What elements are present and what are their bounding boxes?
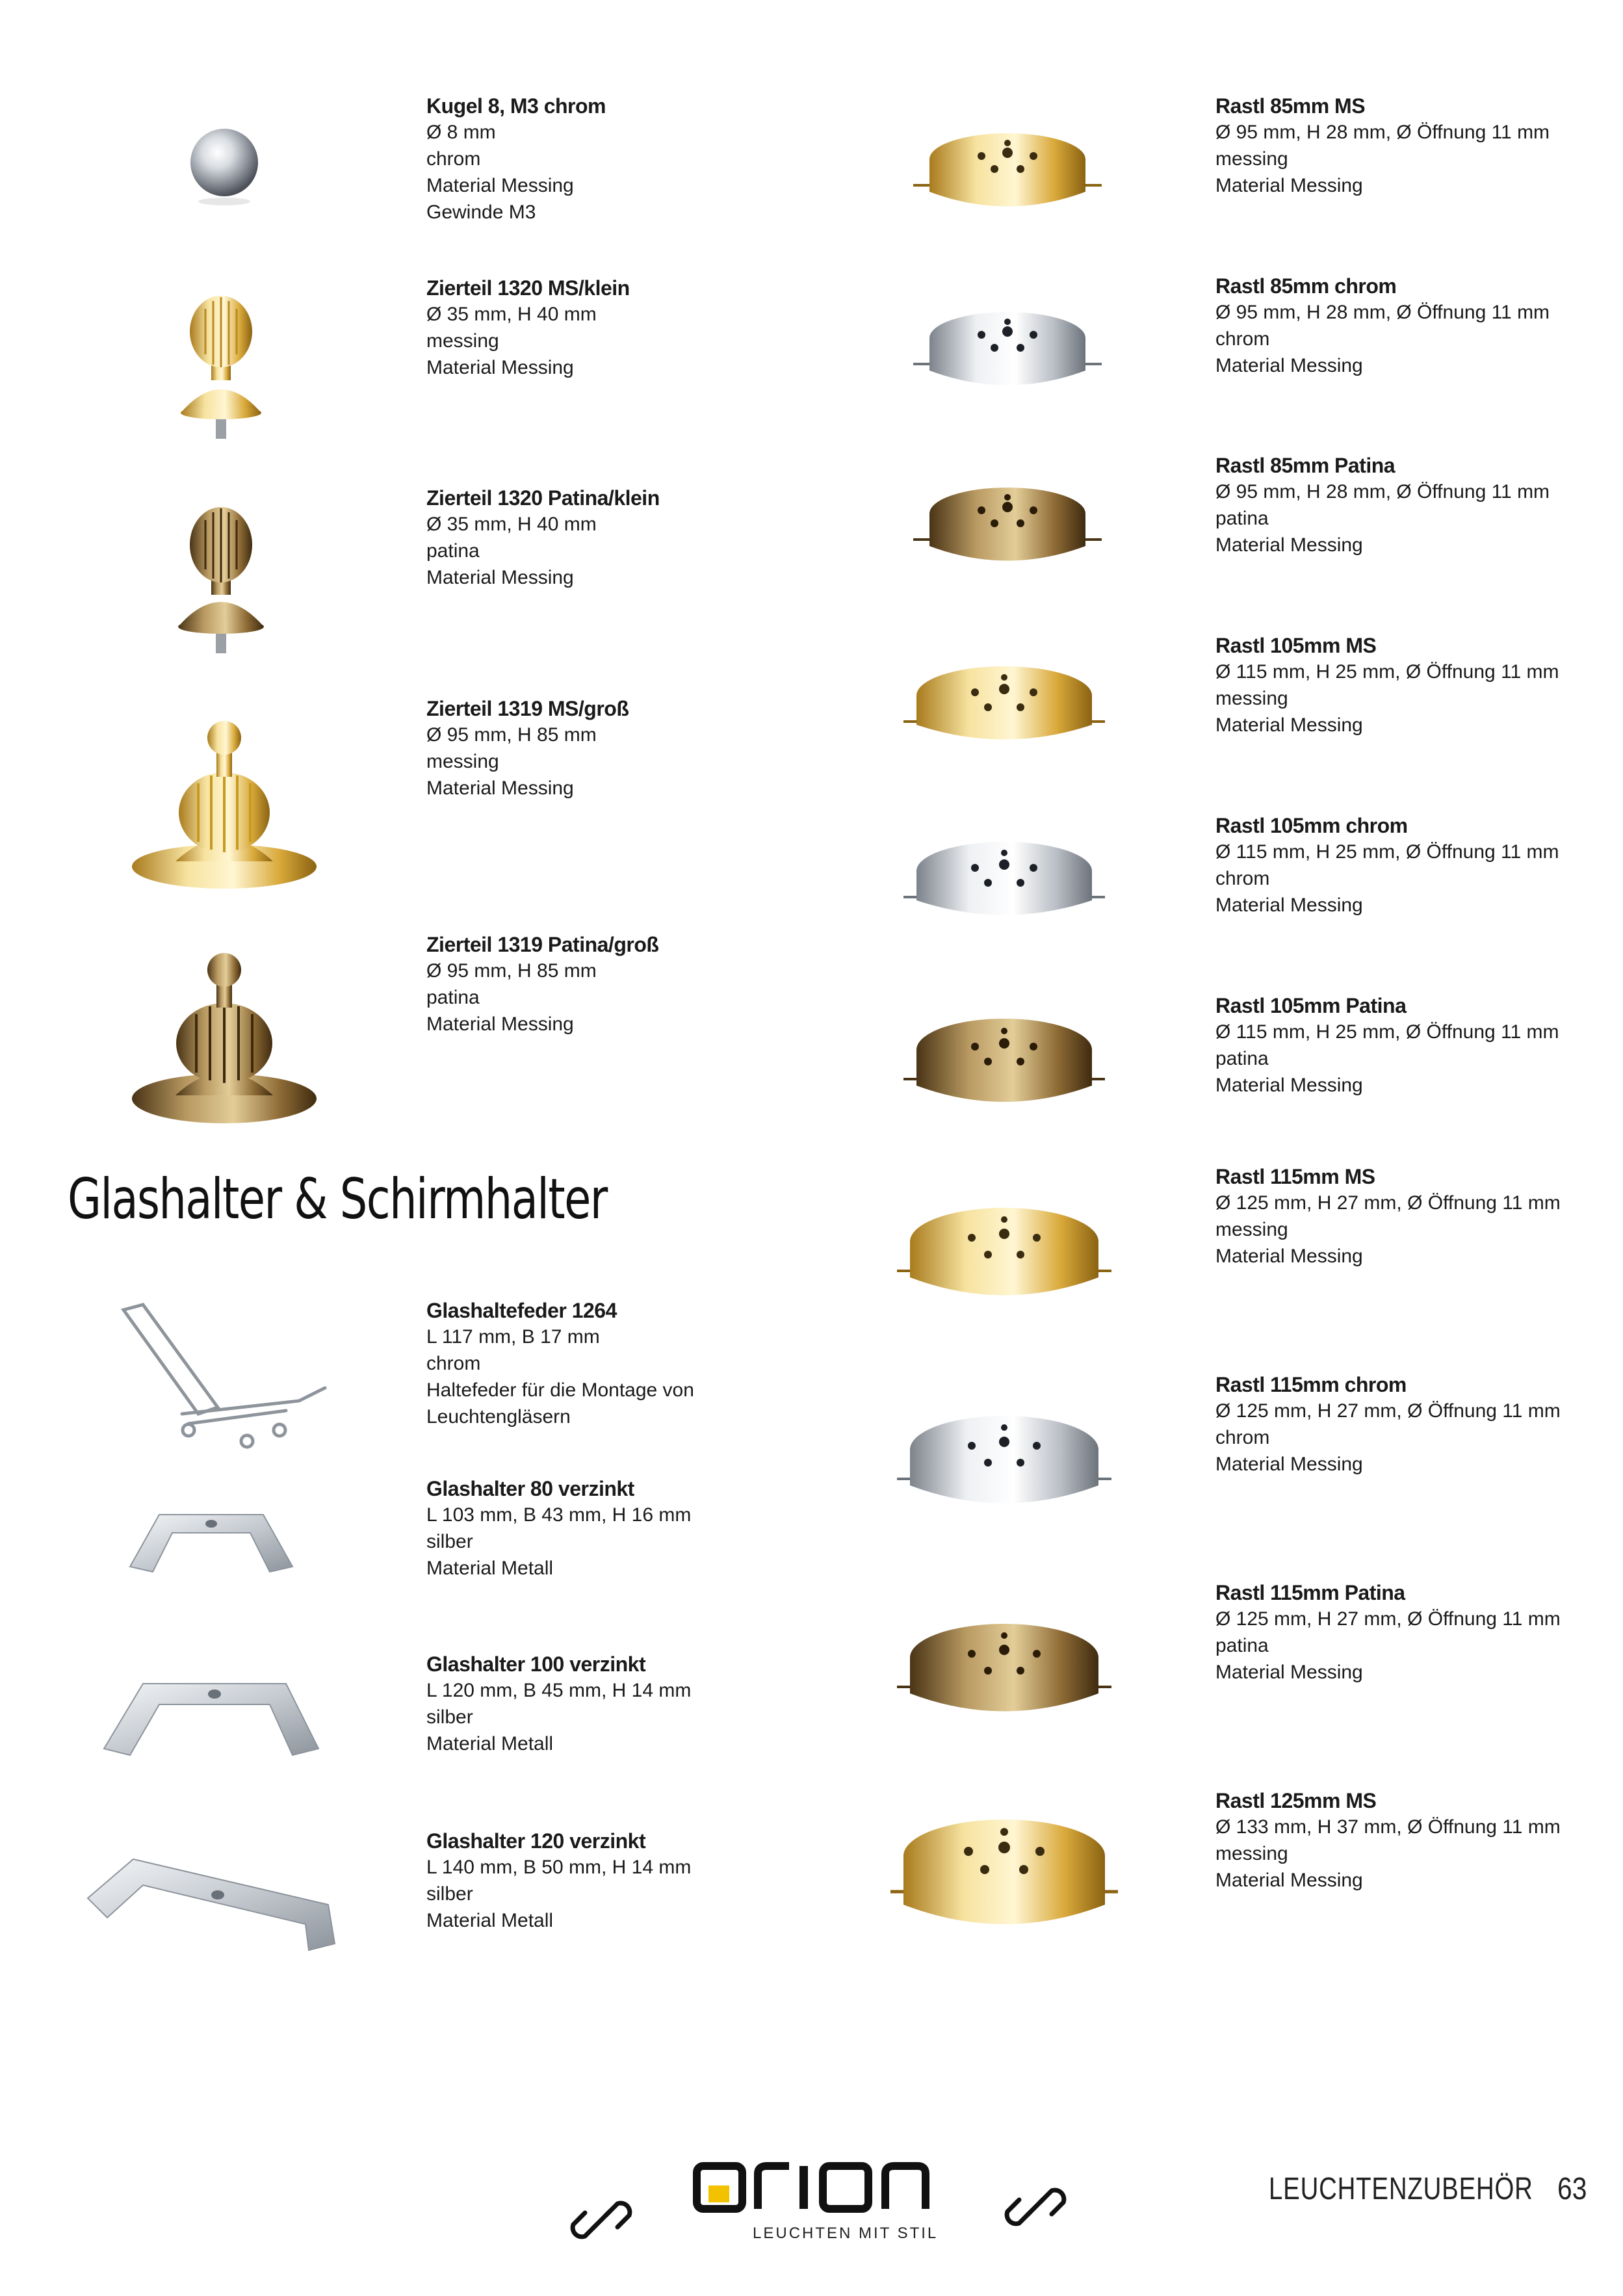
- product-material: Material Messing: [1215, 534, 1363, 556]
- product-spec: Ø 35 mm, H 40 mm: [426, 514, 597, 535]
- product-name: Kugel 8, M3 chrom: [426, 94, 606, 118]
- product-spec: Ø 115 mm, H 25 mm, Ø Öffnung 11 mm: [1215, 841, 1559, 863]
- product-thread: Gewinde M3: [426, 202, 536, 223]
- product-rastl-85mm-chrom: [1215, 273, 1550, 379]
- product-spec: Ø 115 mm, H 25 mm, Ø Öffnung 11 mm: [1215, 661, 1559, 683]
- product-finish: messing: [1215, 1219, 1288, 1240]
- product-material: Material Metall: [426, 1733, 554, 1755]
- product-spec: L 117 mm, B 17 mm: [426, 1326, 600, 1348]
- product-image-rastl-105-patina: [900, 1001, 1108, 1131]
- page-number: 63: [1557, 2172, 1587, 2206]
- product-rastl-115mm-patina: [1215, 1580, 1561, 1686]
- product-glashaltefeder-1264: [426, 1298, 694, 1430]
- product-spec: Ø 8 mm: [426, 122, 496, 143]
- product-material: Material Messing: [1215, 355, 1363, 376]
- product-zierteil-1320-patina-klein: [426, 485, 660, 591]
- product-rastl-115mm-chrom: [1215, 1372, 1561, 1478]
- product-zierteil-1319-patina-gross: [426, 932, 658, 1037]
- product-description-cont: Leuchtengläsern: [426, 1406, 571, 1428]
- product-finish: silber: [426, 1706, 473, 1728]
- product-name: Rastl 85mm Patina: [1215, 454, 1396, 477]
- product-image-zierteil-1319-patina: [123, 936, 325, 1131]
- product-image-rastl-105-chrom: [900, 826, 1108, 943]
- product-finish: chrom: [1215, 328, 1270, 350]
- product-finish: patina: [1215, 508, 1269, 529]
- product-name: Glashalter 120 verzinkt: [426, 1829, 646, 1853]
- product-image-zierteil-1319-ms: [123, 699, 325, 894]
- product-image-rastl-85-patina: [910, 468, 1105, 585]
- product-image-rastl-85-chrom: [910, 293, 1105, 410]
- product-image-zierteil-1320-ms: [156, 270, 286, 445]
- product-spec: Ø 35 mm, H 40 mm: [426, 304, 597, 325]
- product-rastl-105mm-patina: [1215, 993, 1559, 1099]
- product-description: Haltefeder für die Montage von: [426, 1379, 694, 1401]
- product-spec: Ø 115 mm, H 25 mm, Ø Öffnung 11 mm: [1215, 1021, 1559, 1043]
- product-material: Material Messing: [426, 567, 574, 588]
- product-image-rastl-125-ms: [887, 1801, 1121, 1957]
- product-finish: messing: [426, 330, 499, 352]
- product-spec: Ø 95 mm, H 85 mm: [426, 724, 597, 746]
- product-finish: chrom: [426, 148, 481, 170]
- product-image-glashalter-120: [81, 1846, 341, 1963]
- product-material: Material Messing: [1215, 1075, 1363, 1096]
- product-material: Material Messing: [426, 1013, 574, 1035]
- product-spec: Ø 125 mm, H 27 mm, Ø Öffnung 11 mm: [1215, 1192, 1561, 1214]
- product-spec: Ø 95 mm, H 28 mm, Ø Öffnung 11 mm: [1215, 302, 1550, 323]
- product-spec: L 120 mm, B 45 mm, H 14 mm: [426, 1680, 692, 1701]
- product-rastl-125mm-ms: [1215, 1788, 1561, 1894]
- product-name: Zierteil 1319 MS/groß: [426, 697, 629, 720]
- product-glashalter-120-verzinkt: [426, 1828, 691, 1934]
- product-image-glashaltefeder: [104, 1297, 338, 1459]
- product-finish: patina: [426, 540, 480, 562]
- product-material: Material Metall: [426, 1558, 554, 1579]
- product-spec: Ø 95 mm, H 28 mm, Ø Öffnung 11 mm: [1215, 481, 1550, 502]
- product-name: Glashaltefeder 1264: [426, 1299, 617, 1322]
- product-spec: L 103 mm, B 43 mm, H 16 mm: [426, 1504, 692, 1526]
- product-material: Material Messing: [1215, 1246, 1363, 1267]
- product-finish: patina: [1215, 1635, 1269, 1656]
- product-image-rastl-85-ms: [910, 114, 1105, 231]
- product-finish: patina: [426, 987, 480, 1008]
- product-rastl-85mm-patina: [1215, 452, 1550, 558]
- product-name: Zierteil 1319 Patina/groß: [426, 933, 659, 956]
- product-material: Material Messing: [426, 175, 574, 196]
- product-name: Rastl 105mm MS: [1215, 634, 1377, 657]
- product-material: Material Messing: [1215, 714, 1363, 736]
- product-name: Rastl 105mm chrom: [1215, 814, 1408, 837]
- product-image-rastl-115-ms: [894, 1190, 1115, 1326]
- product-material: Material Messing: [426, 777, 574, 799]
- chain-link-icon: [565, 2184, 637, 2256]
- product-rastl-85mm-ms: [1215, 93, 1550, 199]
- footer-category: LEUCHTENZUBEHÖR: [1269, 2172, 1533, 2206]
- product-image-rastl-115-chrom: [894, 1398, 1115, 1534]
- product-name: Glashalter 80 verzinkt: [426, 1477, 634, 1500]
- product-name: Rastl 125mm MS: [1215, 1789, 1377, 1812]
- product-kugel-8-m3-chrom: [426, 93, 606, 226]
- product-name: Glashalter 100 verzinkt: [426, 1652, 646, 1676]
- product-finish: chrom: [426, 1353, 481, 1374]
- product-name: Zierteil 1320 MS/klein: [426, 276, 630, 300]
- product-finish: messing: [426, 751, 499, 772]
- brand-tagline: LEUCHTEN MIT STIL: [753, 2224, 939, 2242]
- product-image-kugel-chrom: [175, 112, 273, 209]
- product-spec: Ø 125 mm, H 27 mm, Ø Öffnung 11 mm: [1215, 1608, 1561, 1630]
- product-spec: L 140 mm, B 50 mm, H 14 mm: [426, 1857, 692, 1878]
- product-material: Material Messing: [1215, 1662, 1363, 1683]
- product-material: Material Messing: [1215, 175, 1363, 196]
- product-finish: messing: [1215, 688, 1288, 709]
- product-zierteil-1319-ms-gross: [426, 696, 629, 802]
- product-image-glashalter-100: [97, 1664, 325, 1775]
- product-rastl-105mm-ms: [1215, 633, 1559, 738]
- product-glashalter-80-verzinkt: [426, 1476, 691, 1582]
- product-image-rastl-105-ms: [900, 650, 1108, 767]
- product-finish: silber: [426, 1531, 473, 1552]
- product-finish: messing: [1215, 148, 1288, 170]
- chain-link-icon: [1000, 2171, 1071, 2243]
- product-spec: Ø 95 mm, H 28 mm, Ø Öffnung 11 mm: [1215, 122, 1550, 143]
- product-glashalter-100-verzinkt: [426, 1651, 691, 1757]
- product-name: Rastl 115mm Patina: [1215, 1581, 1405, 1604]
- product-material: Material Messing: [1215, 1870, 1363, 1891]
- product-spec: Ø 125 mm, H 27 mm, Ø Öffnung 11 mm: [1215, 1400, 1561, 1422]
- product-material: Material Messing: [1215, 894, 1363, 916]
- orion-logo: [692, 2152, 939, 2249]
- product-finish: patina: [1215, 1048, 1269, 1069]
- product-name: Rastl 85mm chrom: [1215, 274, 1397, 298]
- product-rastl-105mm-chrom: [1215, 813, 1559, 919]
- product-finish: chrom: [1215, 868, 1270, 889]
- product-material: Material Metall: [426, 1910, 554, 1931]
- section-title: Glashalter & Schirmhalter: [68, 1167, 607, 1232]
- product-material: Material Messing: [1215, 1454, 1363, 1475]
- product-name: Zierteil 1320 Patina/klein: [426, 486, 660, 510]
- product-name: Rastl 115mm chrom: [1215, 1373, 1407, 1396]
- product-finish: chrom: [1215, 1427, 1270, 1448]
- product-zierteil-1320-ms-klein: [426, 275, 630, 381]
- product-image-zierteil-1320-patina: [156, 481, 286, 663]
- product-spec: Ø 133 mm, H 37 mm, Ø Öffnung 11 mm: [1215, 1816, 1561, 1838]
- product-image-glashalter-80: [123, 1495, 299, 1586]
- product-rastl-115mm-ms: [1215, 1164, 1561, 1270]
- product-spec: Ø 95 mm, H 85 mm: [426, 960, 597, 982]
- product-material: Material Messing: [426, 357, 574, 378]
- product-name: Rastl 105mm Patina: [1215, 994, 1407, 1017]
- product-finish: messing: [1215, 1843, 1288, 1864]
- product-name: Rastl 85mm MS: [1215, 94, 1366, 118]
- product-name: Rastl 115mm MS: [1215, 1165, 1375, 1188]
- product-finish: silber: [426, 1883, 473, 1905]
- product-image-rastl-115-patina: [894, 1606, 1115, 1742]
